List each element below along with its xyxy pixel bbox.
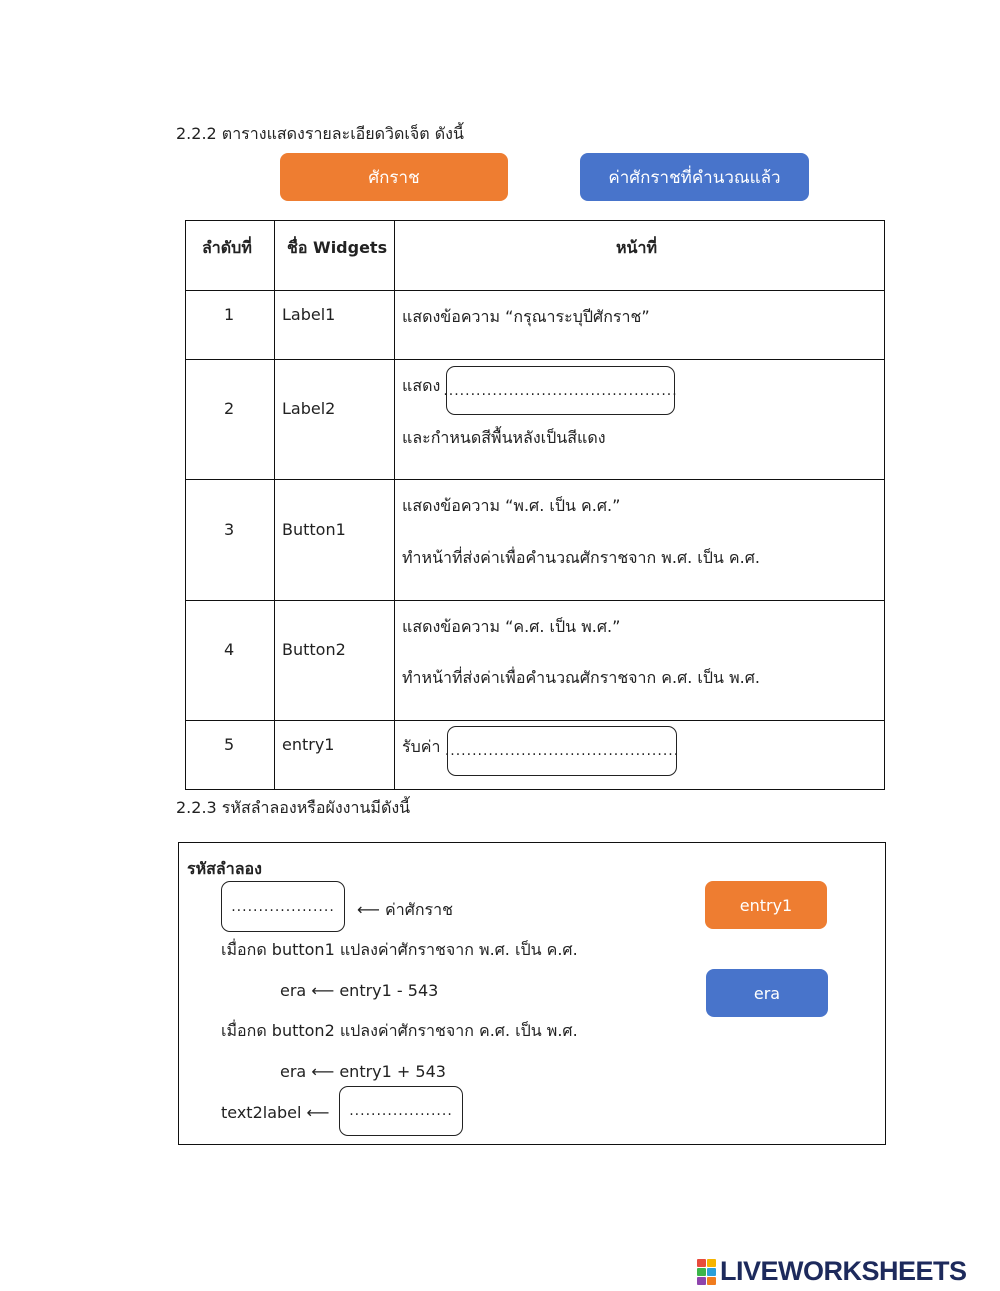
liveworksheets-logo (697, 1256, 967, 1287)
row3-no: 3 (224, 520, 235, 539)
row2-no: 2 (224, 399, 235, 418)
answer-chip-calculated-era[interactable]: ค่าศักราชที่คำนวณแล้ว (580, 153, 809, 201)
pseudocode-line1: เมื่อกด button1 แปลงค่าศักราชจาก พ.ศ. เป็น ค.ศ. (221, 940, 578, 959)
pseudocode-arrow-label: ⟵ ค่าศักราช (357, 900, 453, 919)
pseudocode-dots-2: ................... (349, 1103, 453, 1119)
pseudocode-dots-1: ................... (231, 898, 335, 915)
answer-chip-era-name[interactable]: ศักราช (280, 153, 508, 201)
pseudocode-dropzone-1[interactable] (221, 881, 345, 932)
answer-chip-era[interactable]: era (706, 969, 828, 1017)
row1-function: แสดงข้อความ “กรุณาระบุปีศักราช” (402, 307, 650, 326)
row5-function: รับค่า (402, 737, 441, 756)
row4-function-line2: ทำหน้าที่ส่งค่าเพื่อคำนวณศักราชจาก ค.ศ. เป็น พ.ศ. (402, 668, 760, 687)
label2-answer-dots: ........................................... (443, 382, 678, 399)
answer-chip-entry1[interactable]: entry1 (705, 881, 827, 929)
section-222-heading: 2.2.2 ตารางแสดงรายละเอียดวิดเจ็ต ดังนี้ (176, 124, 464, 143)
row3-name: Button1 (282, 520, 346, 539)
row5-no: 5 (224, 735, 235, 754)
pseudocode-title: รหัสลำลอง (187, 859, 262, 878)
row2-function-line2: และกำหนดสีพื้นหลังเป็นสีแดง (402, 428, 606, 447)
header-widget-name: ชื่อ Widgets (287, 238, 388, 257)
logo-text: LIVEWORKSHEETS (720, 1256, 967, 1286)
pseudocode-dropzone-2[interactable] (339, 1086, 463, 1136)
widgets-table (185, 220, 885, 790)
section-223-heading: 2.2.3 รหัสลำลองหรือผังงานมีดังนี้ (176, 798, 411, 817)
entry1-answer-dropzone[interactable] (444, 726, 680, 776)
pseudocode-line4: era ⟵ entry1 + 543 (280, 1062, 446, 1081)
row1-name: Label1 (282, 305, 336, 324)
row2-function-line1: แสดง (402, 376, 441, 395)
row2-name: Label2 (282, 399, 336, 418)
pseudocode-line2: era ⟵ entry1 - 543 (280, 981, 439, 1000)
header-function: หน้าที่ (616, 238, 658, 257)
row4-function-line1: แสดงข้อความ “ค.ศ. เป็น พ.ศ.” (402, 617, 621, 636)
pseudocode-box (178, 842, 886, 1145)
row5-name: entry1 (282, 735, 335, 754)
row4-no: 4 (224, 640, 235, 659)
row3-function-line2: ทำหน้าที่ส่งค่าเพื่อคำนวณศักราชจาก พ.ศ. เป็น ค.ศ. (402, 548, 760, 567)
header-no: ลำดับที่ (202, 238, 252, 257)
entry1-answer-dots: ........................................... (444, 743, 680, 759)
label2-answer-dropzone[interactable] (443, 366, 678, 415)
row3-function-line1: แสดงข้อความ “พ.ศ. เป็น ค.ศ.” (402, 496, 621, 515)
pseudocode-line5: text2label ⟵ (221, 1103, 330, 1122)
row1-no: 1 (224, 305, 235, 324)
pseudocode-line3: เมื่อกด button2 แปลงค่าศักราชจาก ค.ศ. เป็น พ.ศ. (221, 1021, 578, 1040)
row4-name: Button2 (282, 640, 346, 659)
logo-blocks-icon (697, 1259, 716, 1285)
